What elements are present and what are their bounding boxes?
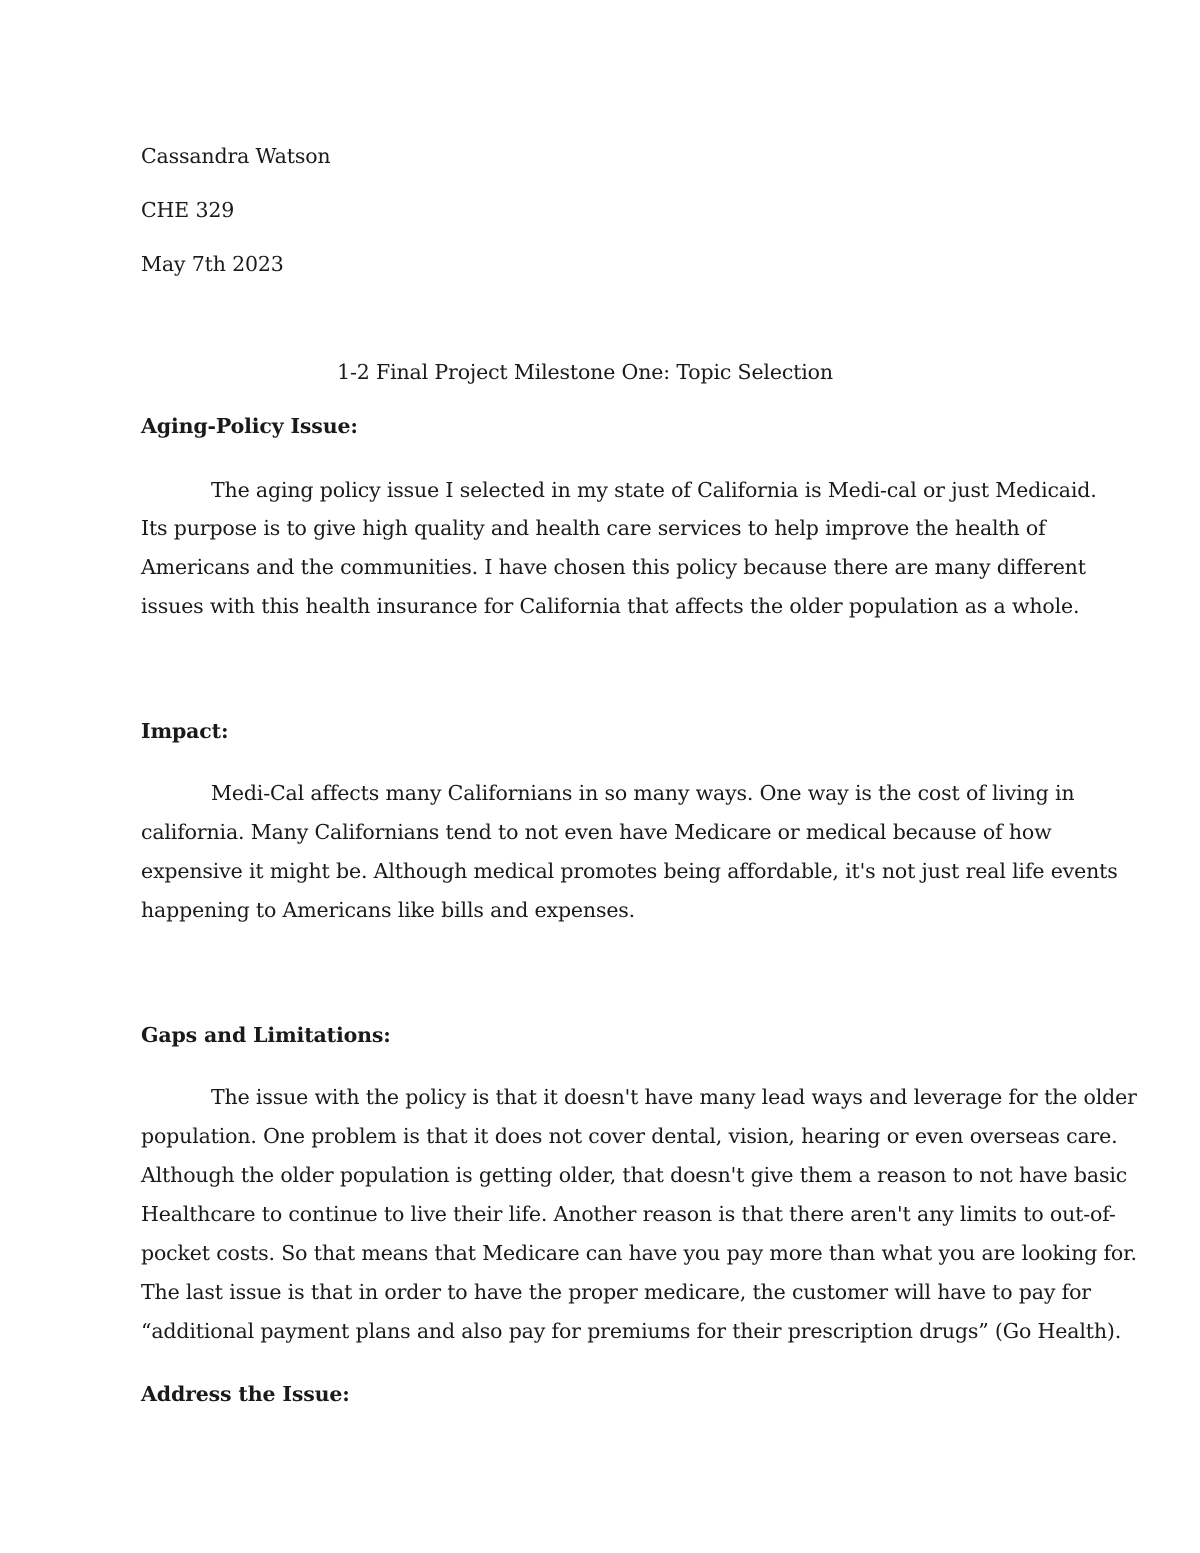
paragraph-line: happening to Americans like bills and expenses.: [141, 898, 636, 922]
paragraph-line: Healthcare to continue to live their life. Another reason is that there aren't any limits to out-of-: [141, 1202, 1116, 1226]
paragraph-line: “additional payment plans and also pay for premiums for their prescription drugs” (Go Health).: [141, 1319, 1122, 1343]
section-heading-impact: Impact:: [141, 719, 229, 743]
document-date: May 7th 2023: [141, 252, 284, 276]
paragraph-line: The aging policy issue I selected in my state of California is Medi-cal or just Medicaid.: [211, 478, 1097, 502]
paragraph-line: Medi-Cal affects many Californians in so many ways. One way is the cost of living in: [211, 781, 1075, 805]
section-heading-address: Address the Issue:: [141, 1382, 350, 1406]
author-name: Cassandra Watson: [141, 144, 331, 168]
paragraph-line: Americans and the communities. I have chosen this policy because there are many different: [141, 555, 1086, 579]
paragraph-line: The last issue is that in order to have the proper medicare, the customer will have to pay for: [141, 1280, 1091, 1304]
paragraph-line: The issue with the policy is that it doesn't have many lead ways and leverage for the older: [211, 1085, 1137, 1109]
paragraph-line: issues with this health insurance for California that affects the older population as a whole.: [141, 594, 1080, 618]
paragraph-line: pocket costs. So that means that Medicare can have you pay more than what you are looking for.: [141, 1241, 1137, 1265]
course-code: CHE 329: [141, 198, 235, 222]
paragraph-line: california. Many Californians tend to not even have Medicare or medical because of how: [141, 820, 1052, 844]
paragraph-line: Although the older population is getting older, that doesn't give them a reason to not have basic: [141, 1163, 1128, 1187]
paragraph-line: population. One problem is that it does not cover dental, vision, hearing or even overseas care.: [141, 1124, 1118, 1148]
paragraph-line: expensive it might be. Although medical promotes being affordable, it's not just real life events: [141, 859, 1118, 883]
section-heading-aging-policy: Aging-Policy Issue:: [141, 414, 358, 438]
paragraph-line: Its purpose is to give high quality and health care services to help improve the health of: [141, 516, 1046, 540]
document-title: 1-2 Final Project Milestone One: Topic Selection: [337, 360, 833, 384]
section-heading-gaps: Gaps and Limitations:: [141, 1023, 391, 1047]
